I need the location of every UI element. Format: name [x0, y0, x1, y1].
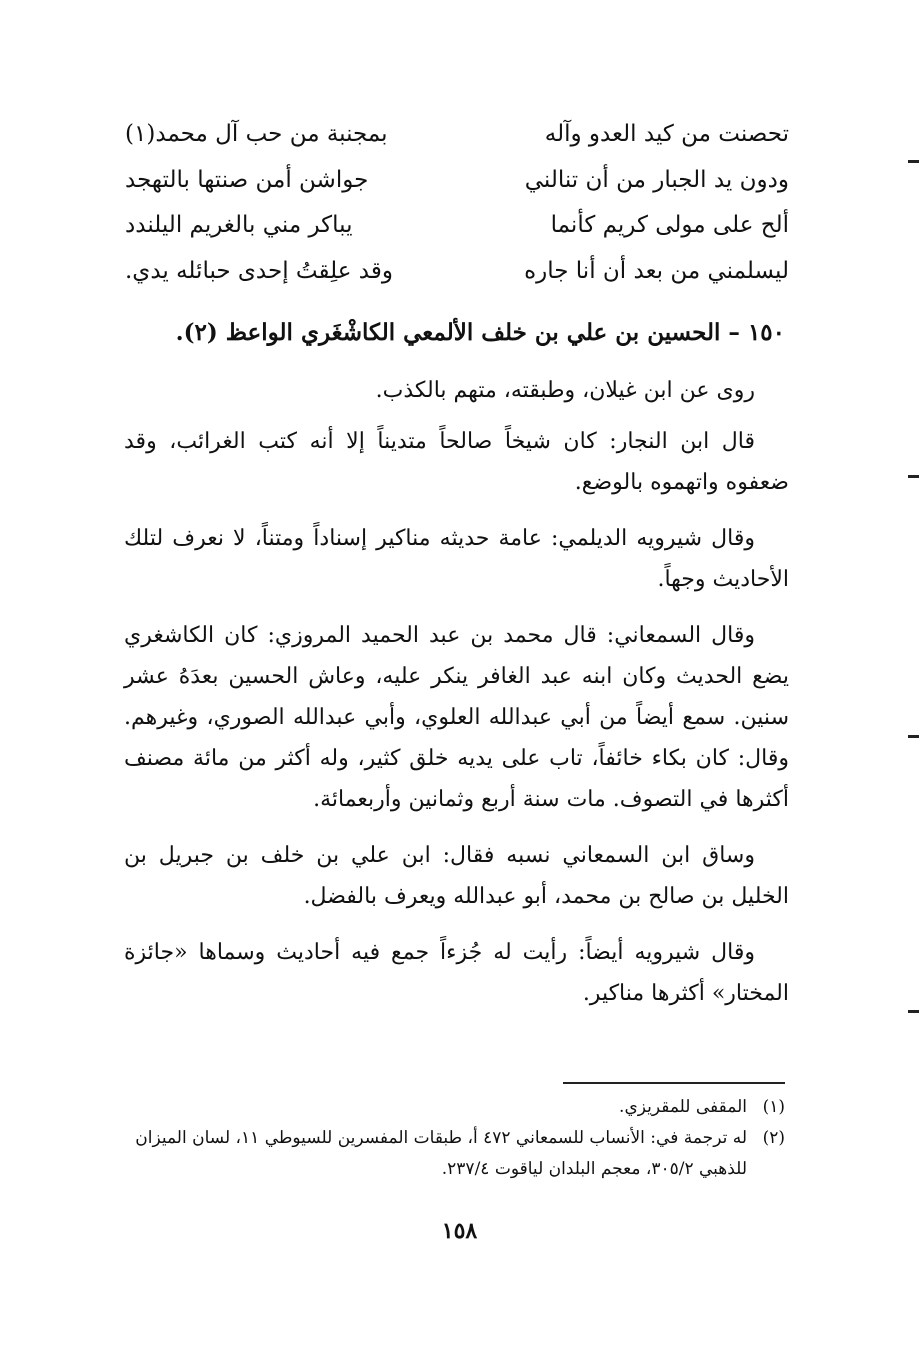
entry-body [124, 370, 789, 1029]
footnote-text: له ترجمة في: الأنساب للسمعاني ٤٧٢ أ، طبقات المفسرين للسيوطي ١١، لسان الميزان للذهبي ٣٠٥/٢، معجم البلدان لياقوت ٢٣٧/٤. [135, 1128, 747, 1179]
footnote-text: المقفى للمقريزي. [619, 1097, 747, 1117]
poem-verses [125, 112, 789, 294]
entry-heading: ١٥٠ – الحسين بن علي بن خلف الألمعي الكاشْغَري الواعظ (٢). [175, 319, 785, 346]
footnote-number: (١) [762, 1097, 785, 1117]
verse-hemistich-second: يباكر مني بالغريم اليلندد [125, 212, 353, 238]
verse-hemistich-first: ألح على مولى كريم كأنما [550, 212, 789, 238]
verse-hemistich-first: ودون يد الجبار من أن تنالني [524, 166, 789, 193]
verse-hemistich-second: وقد علِقتُ إحدى حبائله يدي. [125, 257, 393, 284]
scan-edge-mark [908, 160, 919, 163]
footnote [125, 1092, 785, 1123]
entry-paragraph: وساق ابن السمعاني نسبه فقال: ابن علي بن خلف بن جبريل بن الخليل بن صالح بن محمد، أبو عبدالله ويعرف بالفضل. [124, 843, 789, 909]
verse-line [125, 158, 789, 204]
footnotes [125, 1092, 785, 1185]
entry-paragraph: وقال شيرويه الديلمي: عامة حديثه مناكير إسناداً ومتناً، لا نعرف لتلك الأحاديث وجهاً. [124, 526, 789, 592]
scan-edge-mark [908, 1010, 919, 1013]
page-number: ١٥٨ [441, 1218, 478, 1244]
footnote-number: (٢) [762, 1128, 785, 1148]
scan-edge-mark [908, 475, 919, 478]
scan-edge-mark [908, 735, 919, 738]
footnote-separator [563, 1082, 785, 1084]
verse-hemistich-second: جواشن أمن صنتها بالتهجد [125, 166, 369, 193]
entry-paragraph: قال ابن النجار: كان شيخاً صالحاً متديناً إلا أنه كتب الغرائب، وقد ضعفوه واتهموه بالوضع. [124, 429, 789, 495]
verse-line [125, 249, 789, 295]
footnote [125, 1123, 785, 1185]
entry-paragraph: وقال السمعاني: قال محمد بن عبد الحميد المروزي: كان الكاشغري يضع الحديث وكان ابنه عبد الغافر ينكر عليه، وعاش الحسين بعدَهُ عشر سنين. سمع أيضاً من أبي عبدالله العلوي، وأبي عبدالله الصوري، وغيرهم. وقال: كان بكاء خائفاً، تاب على يديه خلق كثير، وله أكثر من مائة مصنف أكثرها في التصوف. مات سنة أربع وثمانين وأربعمائة. [124, 623, 789, 812]
verse-line [125, 203, 789, 249]
verse-hemistich-second: بمجنبة من حب آل محمد(١) [125, 121, 388, 147]
verse-line [125, 112, 789, 158]
entry-paragraph: وقال شيرويه أيضاً: رأيت له جُزءاً جمع فيه أحاديث وسماها «جائزة المختار» أكثرها مناكير. [124, 940, 789, 1006]
verse-hemistich-first: تحصنت من كيد العدو وآله [544, 121, 789, 147]
entry-paragraph: روى عن ابن غيلان، وطبقته، متهم بالكذب. [375, 378, 755, 403]
verse-hemistich-first: ليسلمني من بعد أن أنا جاره [524, 257, 789, 284]
